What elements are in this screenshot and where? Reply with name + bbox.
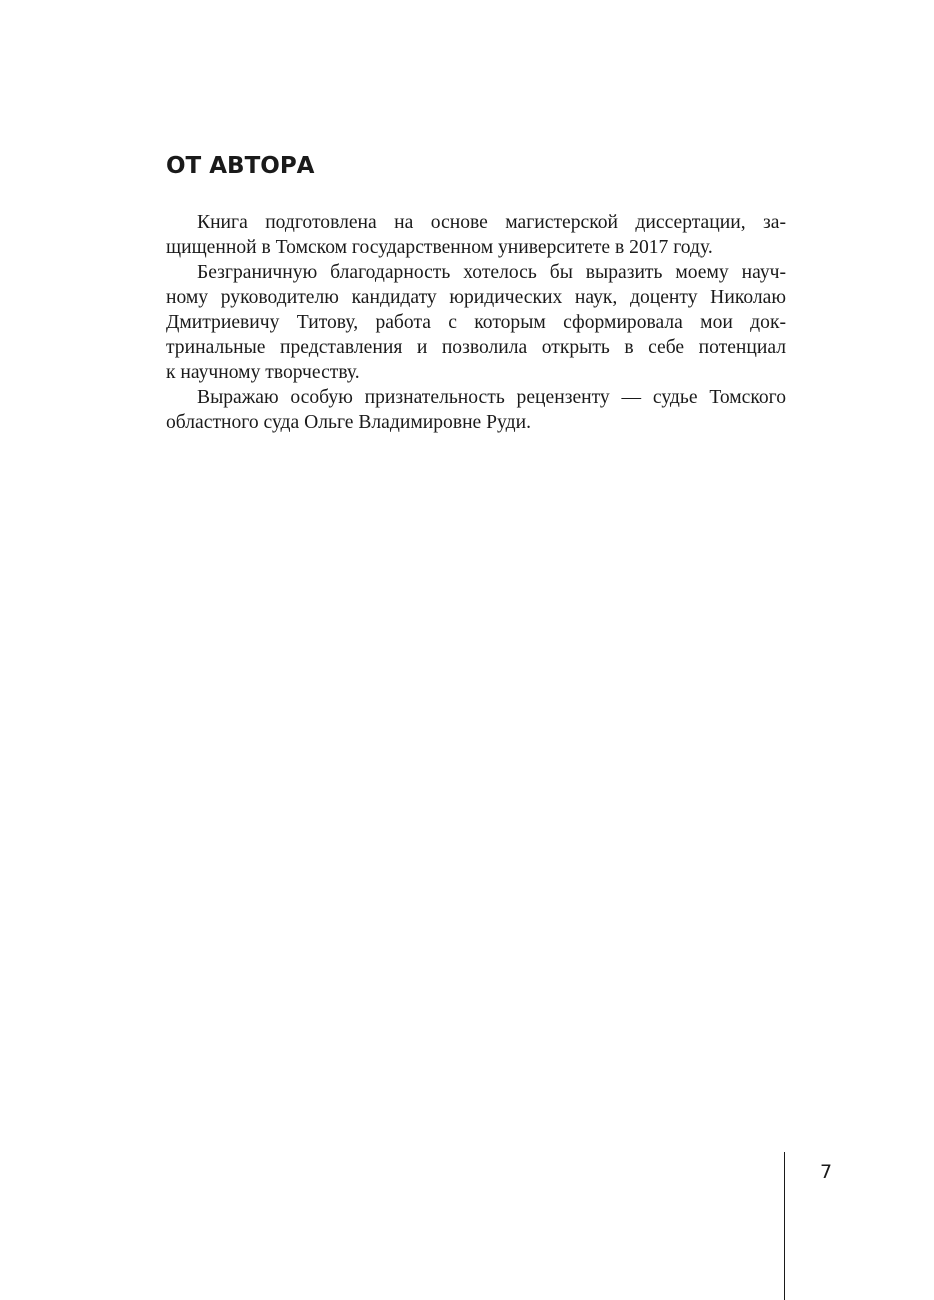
paragraph-2-line-3: Дмитриевичу Титову, работа с которым сформировала мои док- xyxy=(166,312,786,333)
paragraph-3-line-1: Выражаю особую признательность рецензенту — судье Томского xyxy=(197,387,786,408)
paragraph-2-line-2: ному руководителю кандидату юридических наук, доценту Николаю xyxy=(166,287,786,308)
page-number-divider xyxy=(784,1152,785,1300)
paragraph-1-line-2: щищенной в Томском государственном университете в 2017 году. xyxy=(166,237,713,258)
page-number: 7 xyxy=(820,1161,833,1183)
paragraph-2-line-5: к научному творчеству. xyxy=(166,362,360,383)
paragraph-2-line-1: Безграничную благодарность хотелось бы выразить моему науч- xyxy=(197,262,786,283)
section-heading: ОТ АВТОРА xyxy=(166,153,315,179)
paragraph-1-line-1: Книга подготовлена на основе магистерской диссертации, за- xyxy=(197,212,786,233)
paragraph-2-line-4: тринальные представления и позволила открыть в себе потенциал xyxy=(166,337,786,358)
paragraph-3-line-2: областного суда Ольге Владимировне Руди. xyxy=(166,412,531,433)
body-text xyxy=(166,210,786,435)
